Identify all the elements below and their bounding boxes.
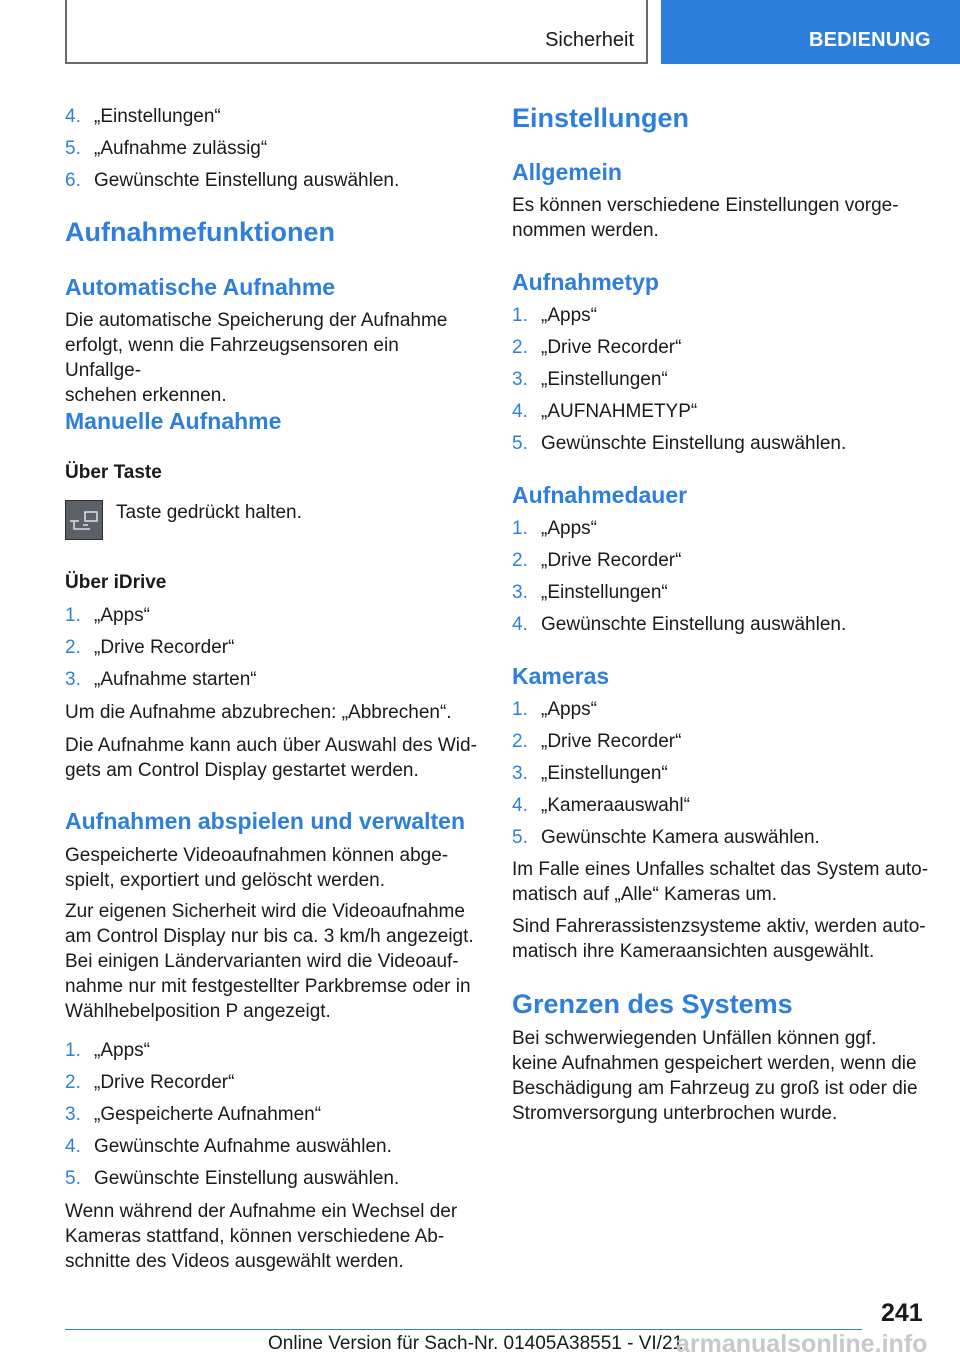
step-text: „Einstellungen“: [541, 369, 668, 390]
step-text: Gewünschte Kamera auswählen.: [541, 827, 820, 848]
heading-einstellungen: Einstellungen: [512, 103, 690, 133]
allgemein-text: Es können verschiedene Einstellungen vorge- nommen werden.: [512, 195, 899, 241]
heading-aufnahmetyp: Aufnahmetyp: [512, 269, 659, 295]
step-number: 6.: [65, 170, 81, 191]
unfall-text: Im Falle eines Unfalles schaltet das System auto- matisch auf „Alle“ Kameras um.: [512, 859, 929, 905]
step-number: 1.: [65, 605, 81, 626]
play-text-1: Gespeicherte Videoaufnahmen können abge- spielt, exportiert und gelöscht werden.: [65, 845, 449, 891]
heading-ueber-taste: Über Taste: [65, 462, 162, 483]
step-text: „Apps“: [541, 699, 597, 720]
step-number: 4.: [65, 1136, 81, 1157]
step-text: „Drive Recorder“: [94, 637, 235, 658]
paragraph-auto: Die automatische Speicherung der Aufnahme erfolgt, wenn die Fahrzeugsensoren ein Unfallge- schehen erkennen.: [65, 310, 448, 406]
page-number: 241: [881, 1299, 923, 1327]
grenzen-text: Bei schwerwiegenden Unfällen können ggf. keine Aufnahmen gespeichert werden, wenn die Beschädigung am Fahrzeug zu groß ist oder die Stromversorgung unterbrochen wurde.: [512, 1028, 918, 1124]
camera-change-text: Wenn während der Aufnahme ein Wechsel der Kameras stattfand, können verschiedene Ab- schnitte des Videos ausgewählt werden.: [65, 1201, 458, 1272]
taste-text: Taste gedrückt halten.: [116, 502, 302, 523]
heading-grenzen: Grenzen des Systems: [512, 989, 793, 1019]
heading-kameras: Kameras: [512, 663, 610, 689]
step-number: 2.: [512, 337, 528, 358]
play-text-2: Zur eigenen Sicherheit wird die Videoaufnahme am Control Display nur bis ca. 3 km/h angezeigt. Bei einigen Ländervarianten wird die Videoauf- nahme nur mit festgestellter Parkbremse oder in Wählhebelposition P angezeigt.: [65, 901, 474, 1022]
step-text: „Drive Recorder“: [541, 337, 682, 358]
step-text: „Kameraauswahl“: [541, 795, 690, 816]
cancel-text: Um die Aufnahme abzubrechen: „Abbrechen“.: [65, 702, 452, 723]
step-text: Gewünschte Einstellung auswählen.: [94, 1168, 400, 1189]
header-section-box: [65, 0, 648, 64]
step-number: 5.: [512, 433, 528, 454]
step-text: „Apps“: [94, 1040, 150, 1061]
heading-manuelle-aufnahme: Manuelle Aufnahme: [65, 408, 282, 434]
step-number: 2.: [512, 731, 528, 752]
step-number: 1.: [512, 518, 528, 539]
heading-automatische-aufnahme: Automatische Aufnahme: [65, 274, 336, 300]
step-text: „Apps“: [94, 605, 150, 626]
step-text: „Gespeicherte Aufnahmen“: [94, 1104, 322, 1125]
watermark: armanualsonline.info: [676, 1330, 928, 1358]
step-number: 5.: [65, 1168, 81, 1189]
camera-record-icon: [66, 501, 102, 539]
step-number: 3.: [512, 582, 528, 603]
step-number: 3.: [65, 1104, 81, 1125]
step-text: Gewünschte Einstellung auswählen.: [541, 433, 847, 454]
step-text: „Apps“: [541, 305, 597, 326]
step-text: Gewünschte Einstellung auswählen.: [541, 614, 847, 635]
step-text: „Aufnahme starten“: [94, 669, 257, 690]
step-text: „Einstellungen“: [94, 106, 221, 127]
step-text: „Aufnahme zulässig“: [94, 138, 268, 159]
step-number: 2.: [65, 1072, 81, 1093]
step-number: 3.: [512, 369, 528, 390]
header-section-title: Sicherheit: [545, 29, 634, 51]
heading-aufnahmedauer: Aufnahmedauer: [512, 482, 688, 508]
step-text: Gewünschte Aufnahme auswählen.: [94, 1136, 392, 1157]
fas-text: Sind Fahrerassistenzsysteme aktiv, werden auto- matisch ihre Kameraansichten ausgewählt.: [512, 916, 926, 962]
step-text: Gewünschte Einstellung auswählen.: [94, 170, 400, 191]
step-number: 4.: [65, 106, 81, 127]
heading-aufnahmen-abspielen: Aufnahmen abspielen und verwalten: [65, 808, 466, 834]
step-number: 3.: [512, 763, 528, 784]
step-number: 4.: [512, 795, 528, 816]
step-number: 1.: [65, 1040, 81, 1061]
step-text: „Apps“: [541, 518, 597, 539]
widget-text: Die Aufnahme kann auch über Auswahl des Wid- gets am Control Display gestartet werden.: [65, 735, 477, 781]
step-number: 5.: [65, 138, 81, 159]
step-number: 5.: [512, 827, 528, 848]
step-text: „AUFNAHMETYP“: [541, 401, 698, 422]
step-text: „Drive Recorder“: [94, 1072, 235, 1093]
heading-allgemein: Allgemein: [512, 159, 622, 185]
step-number: 1.: [512, 305, 528, 326]
heading-aufnahmefunktionen: Aufnahmefunktionen: [65, 217, 335, 247]
record-button-icon: [65, 500, 103, 540]
step-number: 3.: [65, 669, 81, 690]
step-number: 4.: [512, 614, 528, 635]
header-chapter-tab: [661, 0, 960, 64]
step-text: „Einstellungen“: [541, 763, 668, 784]
step-number: 1.: [512, 699, 528, 720]
step-number: 4.: [512, 401, 528, 422]
step-text: „Drive Recorder“: [541, 550, 682, 571]
heading-ueber-idrive: Über iDrive: [65, 572, 167, 593]
step-text: „Drive Recorder“: [541, 731, 682, 752]
header-chapter-label: BEDIENUNG: [809, 29, 931, 51]
step-text: „Einstellungen“: [541, 582, 668, 603]
footer-version-text: Online Version für Sach-Nr. 01405A38551 - VI/21: [268, 1333, 684, 1354]
step-number: 2.: [65, 637, 81, 658]
step-number: 2.: [512, 550, 528, 571]
